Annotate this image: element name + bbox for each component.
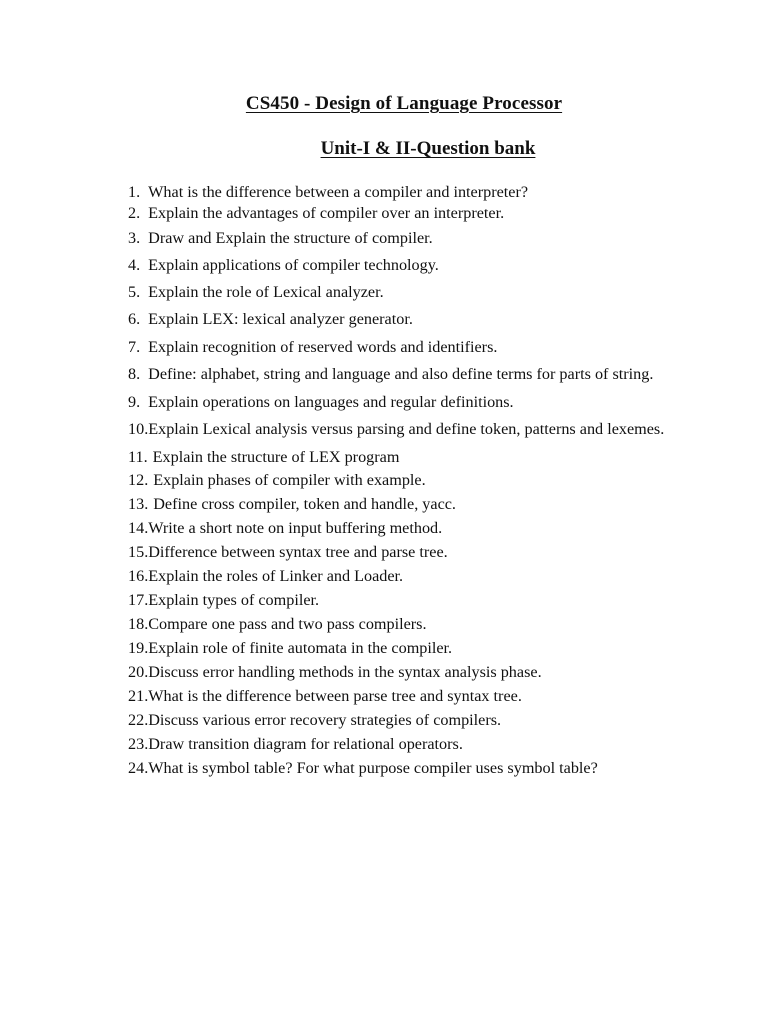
question-number: 23. [128, 735, 149, 753]
question-number: 16. [128, 567, 149, 585]
question-item [128, 518, 442, 538]
question-item [128, 337, 497, 357]
question-text: Discuss error handling methods in the syntax analysis phase. [148, 663, 542, 681]
question-text: Explain the structure of LEX program [152, 448, 400, 466]
question-text: Explain operations on languages and regular definitions. [148, 393, 514, 411]
question-text: What is symbol table? For what purpose compiler uses symbol table? [148, 759, 598, 777]
question-text: Explain types of compiler. [148, 591, 320, 609]
question-number: 2. [128, 204, 141, 222]
question-text: Explain LEX: lexical analyzer generator. [148, 310, 413, 328]
question-text: Compare one pass and two pass compilers. [148, 615, 427, 633]
question-item [128, 542, 448, 562]
question-text: Explain the advantages of compiler over an interpreter. [148, 204, 505, 222]
question-number: 1. [128, 183, 141, 201]
question-item [128, 734, 463, 754]
question-item [128, 255, 439, 275]
question-text: Explain recognition of reserved words and identifiers. [148, 338, 498, 356]
question-text: Draw transition diagram for relational operators. [148, 735, 463, 753]
question-item [128, 447, 399, 467]
question-number: 7. [128, 338, 141, 356]
question-item [128, 470, 426, 490]
question-item [128, 309, 413, 329]
question-item [128, 566, 403, 586]
question-number: 13. [128, 495, 149, 513]
question-number: 22. [128, 711, 149, 729]
question-number: 15. [128, 543, 149, 561]
question-item [128, 662, 542, 682]
question-number: 9. [128, 393, 141, 411]
question-text: Explain Lexical analysis versus parsing and define token, patterns and lexemes. [148, 420, 665, 438]
question-number: 6. [128, 310, 141, 328]
question-text: Explain phases of compiler with example. [153, 471, 426, 489]
question-number: 8. [128, 365, 141, 383]
question-item [128, 364, 653, 384]
question-text: What is the difference between parse tree and syntax tree. [148, 687, 522, 705]
question-number: 20. [128, 663, 149, 681]
question-item [128, 419, 664, 439]
question-number: 12. [128, 471, 149, 489]
question-text: Define cross compiler, token and handle, yacc. [153, 495, 456, 513]
question-number: 4. [128, 256, 141, 274]
question-item [128, 590, 319, 610]
question-number: 24. [128, 759, 149, 777]
question-number: 18. [128, 615, 149, 633]
question-item [128, 494, 456, 514]
question-text: Explain the role of Lexical analyzer. [148, 283, 384, 301]
question-item [128, 614, 427, 634]
question-item [128, 282, 384, 302]
question-text: Explain the roles of Linker and Loader. [148, 567, 404, 585]
question-text: Discuss various error recovery strategies of compilers. [148, 711, 502, 729]
question-number: 3. [128, 229, 141, 247]
question-number: 19. [128, 639, 149, 657]
question-text: Explain applications of compiler technology. [148, 256, 439, 274]
question-text: Write a short note on input buffering method. [148, 519, 443, 537]
question-number: 10. [128, 420, 149, 438]
question-item [128, 203, 504, 223]
question-number: 17. [128, 591, 149, 609]
document-title: CS450 - Design of Language Processor [245, 93, 563, 114]
question-text: Explain role of finite automata in the compiler. [148, 639, 453, 657]
question-text: What is the difference between a compiler and interpreter? [148, 183, 529, 201]
question-text: Draw and Explain the structure of compiler. [148, 229, 433, 247]
question-number: 5. [128, 283, 141, 301]
question-item [128, 710, 501, 730]
question-item [128, 638, 452, 658]
question-number: 14. [128, 519, 149, 537]
question-item [128, 758, 598, 778]
question-text: Difference between syntax tree and parse tree. [148, 543, 448, 561]
question-number: 11. [128, 448, 148, 466]
question-text: Define: alphabet, string and language and also define terms for parts of string. [148, 365, 654, 383]
question-number: 21. [128, 687, 149, 705]
document-subtitle: Unit-I & II-Question bank [320, 138, 536, 159]
question-item [128, 686, 522, 706]
question-item [128, 228, 433, 248]
question-item [128, 392, 514, 412]
question-item [128, 182, 528, 202]
